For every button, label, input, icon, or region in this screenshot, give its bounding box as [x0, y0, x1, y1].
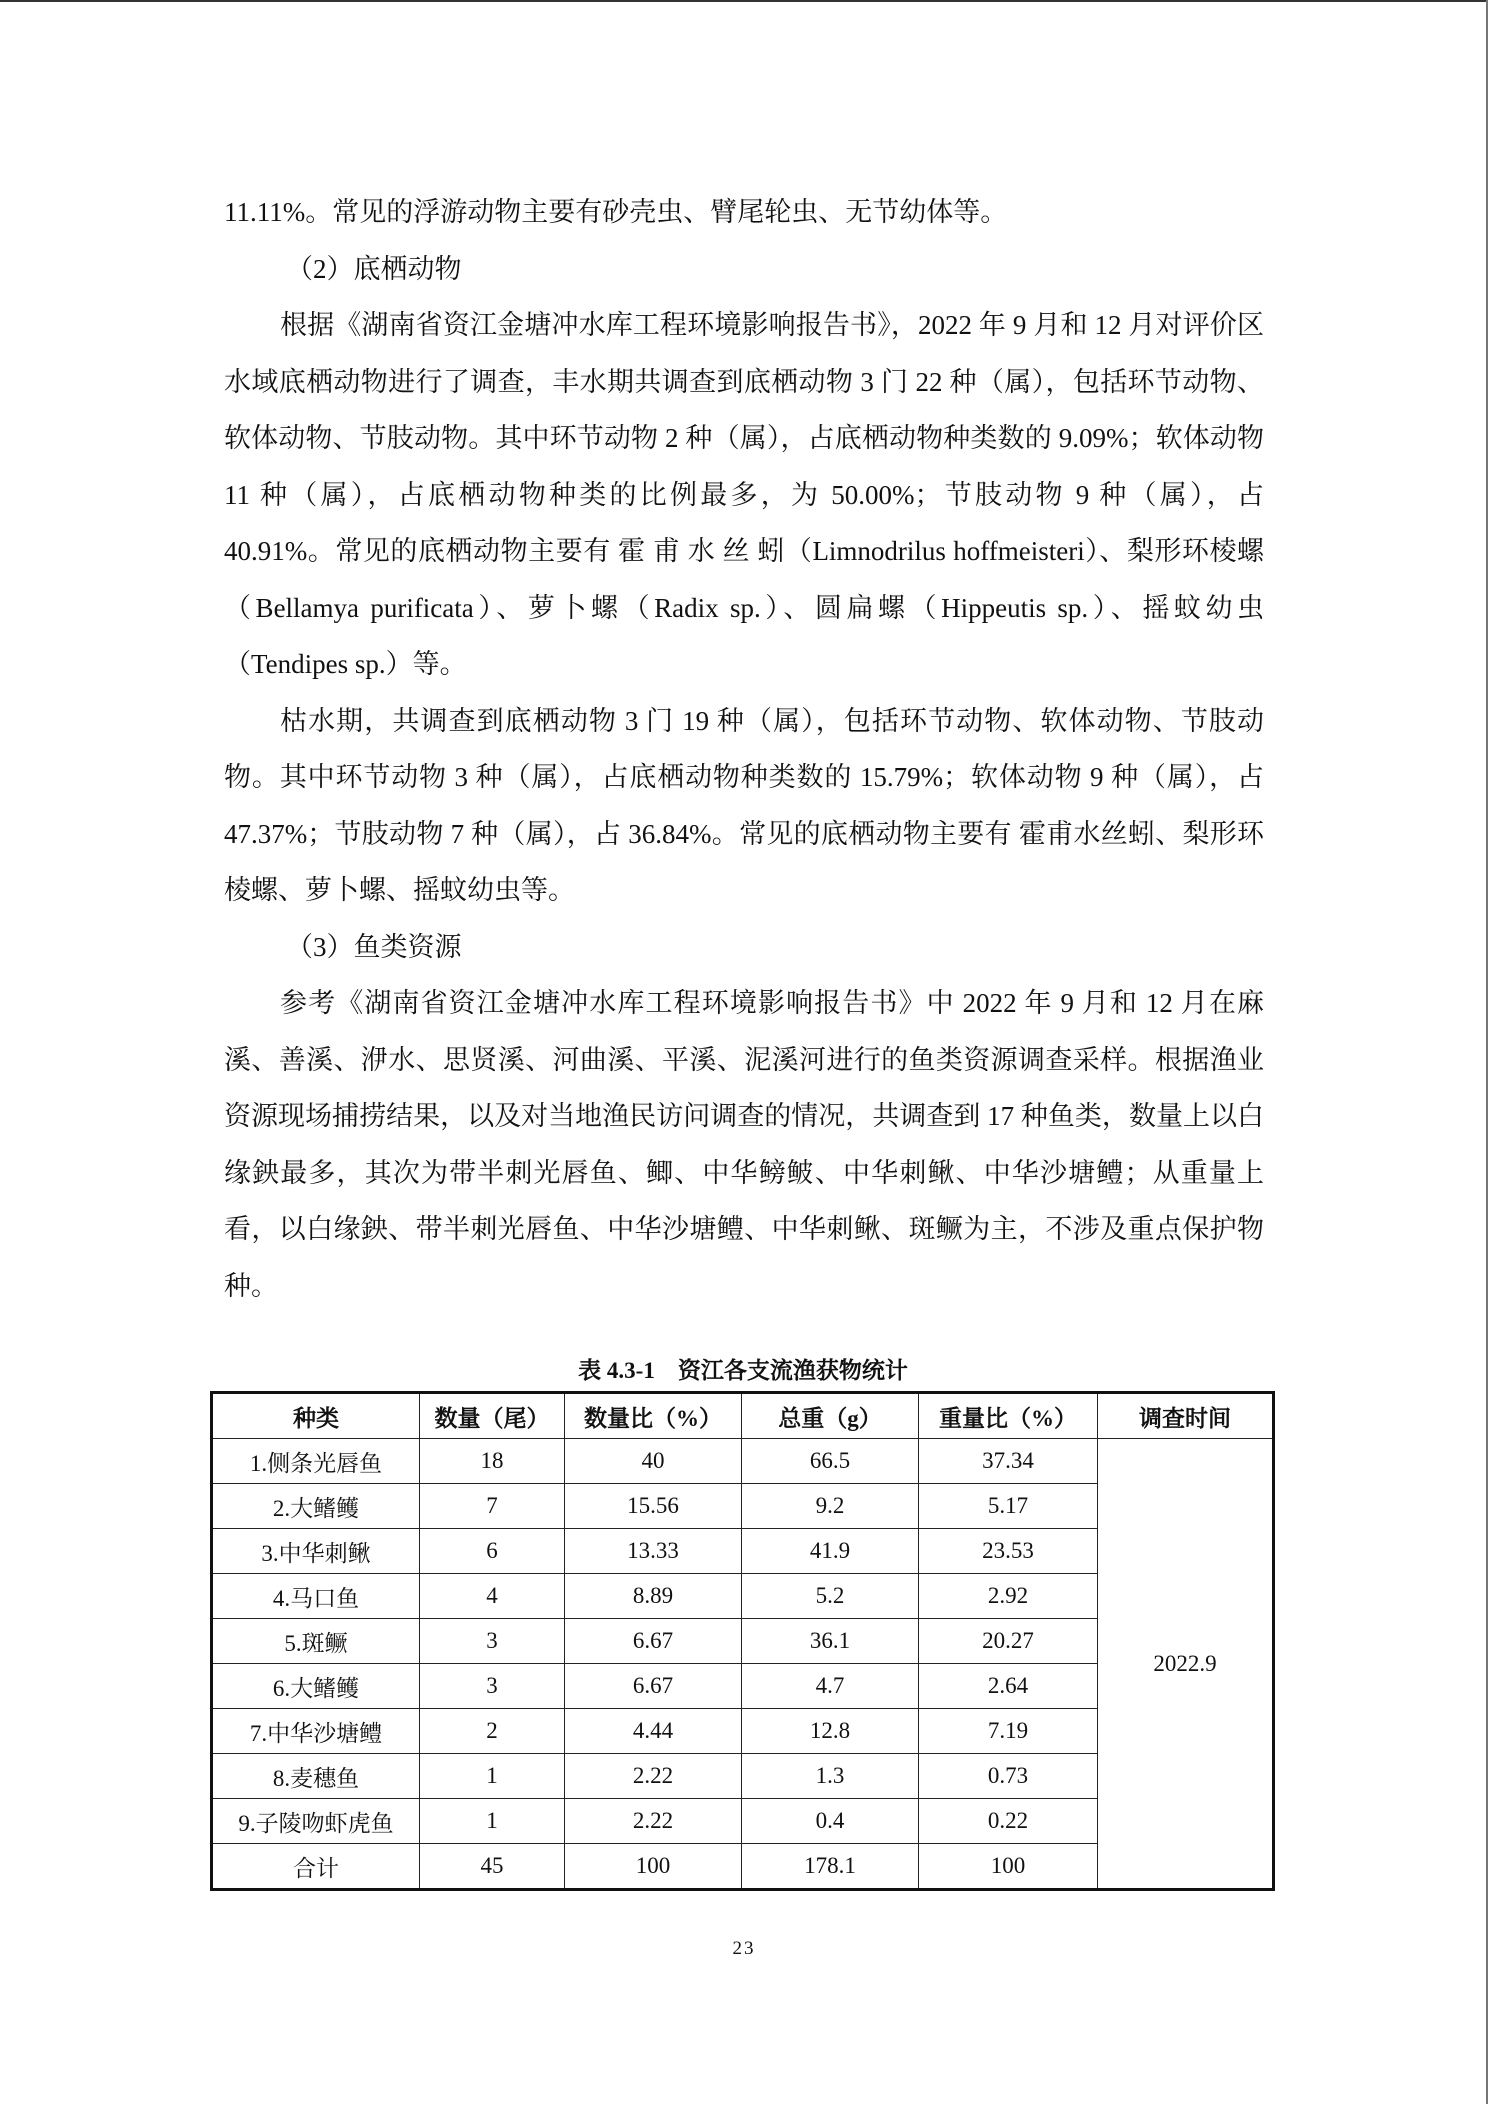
cell-count: 3	[420, 1664, 565, 1709]
cell-total-weight: 1.3	[742, 1754, 919, 1799]
cell-count-ratio: 8.89	[565, 1574, 742, 1619]
cell-count-ratio: 6.67	[565, 1664, 742, 1709]
cell-weight-ratio: 7.19	[919, 1709, 1098, 1754]
paragraph-continuation: 11.11%。常见的浮游动物主要有砂壳虫、臂尾轮虫、无节幼体等。	[224, 197, 1008, 227]
cell-species: 6.大鳍鳠	[212, 1664, 420, 1709]
cell-species: 5.斑鳜	[212, 1619, 420, 1664]
cell-total-weight: 0.4	[742, 1799, 919, 1844]
header-count: 数量（尾）	[420, 1393, 565, 1439]
cell-species: 3.中华刺鳅	[212, 1529, 420, 1574]
cell-species: 9.子陵吻虾虎鱼	[212, 1799, 420, 1844]
cell-total-weight: 4.7	[742, 1664, 919, 1709]
cell-count-ratio: 15.56	[565, 1484, 742, 1529]
cell-count-ratio: 100	[565, 1844, 742, 1890]
cell-total-weight: 12.8	[742, 1709, 919, 1754]
cell-species: 1.侧条光唇鱼	[212, 1439, 420, 1484]
cell-count: 18	[420, 1439, 565, 1484]
section-heading-benthos: （2）底栖动物	[286, 253, 462, 284]
paragraph-benthos-dry-season: 枯水期，共调查到底栖动物 3 门 19 种（属），包括环节动物、软体动物、节肢动物。其中环节动物 3 种（属），占底栖动物种类数的 15.79%；软体动物 9 种（属），占 47.37%；节肢动物 7 种（属），占 36.84%。常见的底栖动物主要有 霍甫水丝蚓、梨形环棱螺、萝卜螺、摇蚊幼虫等。	[224, 705, 1264, 905]
cell-weight-ratio: 37.34	[919, 1439, 1098, 1484]
cell-total-weight: 41.9	[742, 1529, 919, 1574]
cell-count: 7	[420, 1484, 565, 1529]
cell-count-ratio: 13.33	[565, 1529, 742, 1574]
cell-weight-ratio: 5.17	[919, 1484, 1098, 1529]
body-text	[224, 184, 1264, 1314]
cell-weight-ratio: 23.53	[919, 1529, 1098, 1574]
cell-weight-ratio: 2.64	[919, 1664, 1098, 1709]
page-number: 23	[732, 1938, 756, 1959]
cell-species: 8.麦穗鱼	[212, 1754, 420, 1799]
cell-total-weight: 66.5	[742, 1439, 919, 1484]
cell-species: 2.大鳍鳠	[212, 1484, 420, 1529]
cell-count: 1	[420, 1799, 565, 1844]
header-count-ratio: 数量比（%）	[565, 1393, 742, 1439]
cell-count: 4	[420, 1574, 565, 1619]
cell-count-ratio: 4.44	[565, 1709, 742, 1754]
cell-count: 6	[420, 1529, 565, 1574]
cell-species: 7.中华沙塘鳢	[212, 1709, 420, 1754]
cell-total-weight: 9.2	[742, 1484, 919, 1529]
cell-count-ratio: 40	[565, 1439, 742, 1484]
header-species: 种类	[212, 1393, 420, 1439]
cell-weight-ratio: 20.27	[919, 1619, 1098, 1664]
paragraph-benthos-wet-season: 根据《湖南省资江金塘冲水库工程环境影响报告书》，2022 年 9 月和 12 月对评价区水域底栖动物进行了调查，丰水期共调查到底栖动物 3 门 22 种（属），包括环节动物、软体动物、节肢动物。其中环节动物 2 种（属），占底栖动物种类数的 9.09%；软体动物 11 种（属），占底栖动物种类的比例最多，为 50.00%；节肢动物 9 种（属），占 40.91%。常见的底栖动物主要有 霍 甫 水 丝 蚓（Limnodrilus hoffmeisteri）、梨形环棱螺（Bellamya purificata）、萝卜螺（Radix sp.）、圆扁螺（Hippeutis sp.）、摇蚊幼虫（Tendipes sp.）等。	[224, 310, 1264, 679]
header-total-weight: 总重（g）	[742, 1393, 919, 1439]
paragraph-fish-resources: 参考《湖南省资江金塘冲水库工程环境影响报告书》中 2022 年 9 月和 12 月在麻溪、善溪、洢水、思贤溪、河曲溪、平溪、泥溪河进行的鱼类资源调查采样。根据渔业资源现场捕捞结果，以及对当地渔民访问调查的情况，共调查到 17 种鱼类，数量上以白缘鉠最多，其次为带半刺光唇鱼、鲫、中华鳑鲏、中华刺鳅、中华沙塘鳢；从重量上看，以白缘鉠、带半刺光唇鱼、中华沙塘鳢、中华刺鳅、斑鳜为主，不涉及重点保护物种。	[224, 988, 1264, 1301]
section-heading-fish: （3）鱼类资源	[286, 931, 462, 962]
cell-count: 45	[420, 1844, 565, 1890]
header-weight-ratio: 重量比（%）	[919, 1393, 1098, 1439]
cell-count-ratio: 6.67	[565, 1619, 742, 1664]
cell-weight-ratio: 0.73	[919, 1754, 1098, 1799]
cell-total-weight: 178.1	[742, 1844, 919, 1890]
cell-count: 3	[420, 1619, 565, 1664]
page-top-border	[0, 0, 1488, 2]
table-header-row	[212, 1393, 1274, 1439]
header-survey-time: 调查时间	[1098, 1393, 1274, 1439]
catch-statistics-table	[210, 1391, 1275, 1891]
cell-count-ratio: 2.22	[565, 1799, 742, 1844]
cell-survey-time: 2022.9	[1098, 1439, 1274, 1890]
cell-count: 1	[420, 1754, 565, 1799]
cell-total-weight: 5.2	[742, 1574, 919, 1619]
cell-count-ratio: 2.22	[565, 1754, 742, 1799]
table-caption: 表 4.3-1 资江各支流渔获物统计	[578, 1358, 908, 1383]
cell-total-weight: 36.1	[742, 1619, 919, 1664]
table-row	[212, 1439, 1274, 1484]
cell-weight-ratio: 0.22	[919, 1799, 1098, 1844]
cell-weight-ratio: 100	[919, 1844, 1098, 1890]
cell-count: 2	[420, 1709, 565, 1754]
cell-species: 4.马口鱼	[212, 1574, 420, 1619]
cell-species: 合计	[212, 1844, 420, 1890]
cell-weight-ratio: 2.92	[919, 1574, 1098, 1619]
